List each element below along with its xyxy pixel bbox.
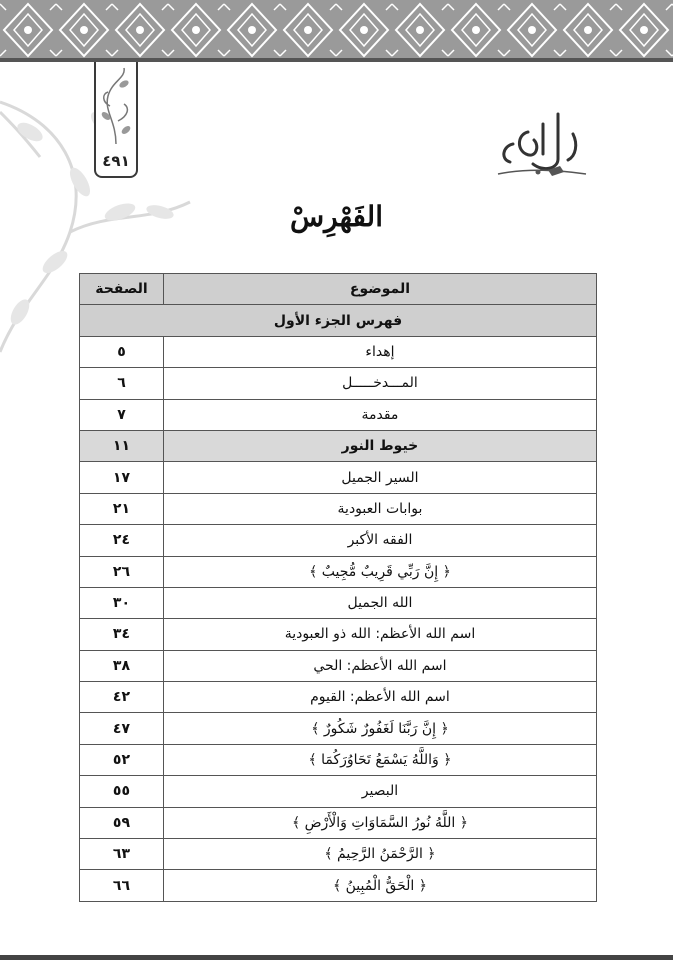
page-number-tab <box>94 62 138 178</box>
page-cell: ٣٤ <box>80 619 164 650</box>
page-cell: ٣٠ <box>80 587 164 618</box>
page-cell: ٤٢ <box>80 682 164 713</box>
topic-cell: السير الجميل <box>163 462 596 493</box>
topic-cell: ﴿ وَاللَّهُ يَسْمَعُ تَحَاوُرَكُمَا ﴾ <box>163 744 596 775</box>
page-cell: ٦٦ <box>80 870 164 901</box>
topic-cell: مقدمة <box>163 399 596 430</box>
topic-cell: ﴿ الْحَقُّ الْمُبِينُ ﴾ <box>163 870 596 901</box>
table-row <box>80 525 597 556</box>
topic-cell: الله الجميل <box>163 587 596 618</box>
page-cell: ٣٨ <box>80 650 164 681</box>
page-column-header: الصفحة <box>80 274 164 305</box>
topic-cell: اسم الله الأعظم: الحي <box>163 650 596 681</box>
page-cell: ٧ <box>80 399 164 430</box>
table-row <box>80 462 597 493</box>
topic-cell: ﴿ الرَّحْمَنُ الرَّحِيمُ ﴾ <box>163 839 596 870</box>
topic-cell: اسم الله الأعظم: القيوم <box>163 682 596 713</box>
page-cell: ٥٢ <box>80 744 164 775</box>
table-row <box>80 870 597 901</box>
topic-cell: الفقه الأكبر <box>163 525 596 556</box>
page-title: الفَهْرِسْ <box>289 200 383 233</box>
table-row <box>80 682 597 713</box>
topic-cell: إهداء <box>163 336 596 367</box>
table-row <box>80 619 597 650</box>
page-cell: ٢٤ <box>80 525 164 556</box>
vine-ornament-icon <box>98 66 134 146</box>
topic-cell: ﴿ إِنَّ رَبِّي قَرِيبٌ مُّجِيبٌ ﴾ <box>163 556 596 587</box>
table-row <box>80 336 597 367</box>
table-row <box>80 399 597 430</box>
page-cell: ٤٧ <box>80 713 164 744</box>
topic-cell: خيوط النور <box>163 430 596 461</box>
table-row <box>80 744 597 775</box>
calligraphy-logo <box>488 104 588 184</box>
page-cell: ١١ <box>80 430 164 461</box>
table-row <box>80 713 597 744</box>
page-number: ٤٩١ <box>102 152 130 170</box>
topic-cell: المـــدخـــــل <box>163 368 596 399</box>
topic-cell: اسم الله الأعظم: الله ذو العبودية <box>163 619 596 650</box>
page-cell: ٦ <box>80 368 164 399</box>
geometric-pattern-icon <box>0 0 673 62</box>
page-cell: ١٧ <box>80 462 164 493</box>
table-of-contents <box>79 273 597 902</box>
page-cell: ٢١ <box>80 493 164 524</box>
topic-cell: بوابات العبودية <box>163 493 596 524</box>
bottom-border <box>0 955 673 960</box>
table-row <box>80 807 597 838</box>
table-row <box>80 776 597 807</box>
section-title-row <box>80 305 597 336</box>
page-cell: ٥ <box>80 336 164 367</box>
topic-column-header: الموضوع <box>163 274 596 305</box>
table-row <box>80 587 597 618</box>
topic-cell: ﴿ اللَّهُ نُورُ السَّمَاوَاتِ وَالْأَرْضِ ﴾ <box>163 807 596 838</box>
page-cell: ٥٩ <box>80 807 164 838</box>
table-row <box>80 650 597 681</box>
page-cell: ٦٣ <box>80 839 164 870</box>
top-ornamental-border <box>0 0 673 62</box>
table-row <box>80 368 597 399</box>
topic-cell: البصير <box>163 776 596 807</box>
page-cell: ٢٦ <box>80 556 164 587</box>
page-cell: ٥٥ <box>80 776 164 807</box>
topic-cell: ﴿ إِنَّ رَبَّنَا لَغَفُورٌ شَكُورٌ ﴾ <box>163 713 596 744</box>
table-row <box>80 556 597 587</box>
table-row <box>80 839 597 870</box>
table-header-row <box>80 274 597 305</box>
section-title: فهرس الجزء الأول <box>80 305 597 336</box>
table-row <box>80 493 597 524</box>
table-row <box>80 430 597 461</box>
